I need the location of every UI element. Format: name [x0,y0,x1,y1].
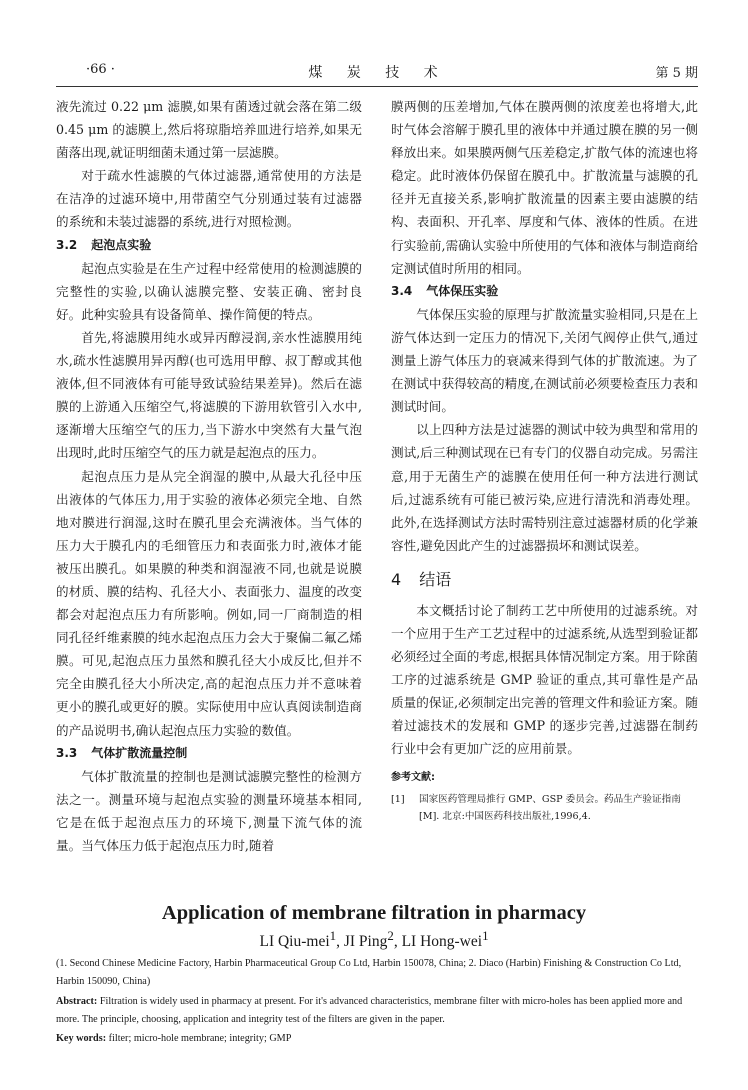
paragraph: 以上四种方法是过滤器的测试中较为典型和常用的测试,后三种测试现在已有专门的仪器自动完成。另需注意,用于无菌生产的滤膜在使用任何一种方法进行测试后,过滤系统有可能已被污染,应进行清洗和消毒处理。此外,在选择测试方法时需特别注意过滤器材质的化学兼容性,避免因此产生的过滤器损坏和测试误差。 [391,422,698,553]
journal-name: 煤 炭 技 术 [308,65,448,81]
page-header [58,62,698,82]
author-affil-mark: 1 [329,928,337,943]
reference-item [391,791,698,825]
paragraph: 对于疏水性滤膜的气体过滤器,通常使用的方法是在洁净的过滤环境中,用带菌空气分别通过装有过滤器的系统和未装过滤器的系统,进行对照检测。 [56,168,362,230]
english-affiliation: (1. Second Chinese Medicine Factory, Harbin Pharmaceutical Group Co Ltd, Harbin 150078, China; 2. Diaco (Harbin) Finishing & Construction Co Ltd, Harbin 150090, China) [56,958,682,987]
left-column [56,95,362,857]
english-keywords [56,1030,698,1048]
section-title: 结语 [419,569,452,589]
author-name: LI Qiu-mei [259,933,330,951]
english-abstract [56,993,698,1029]
paragraph: 本文概括讨论了制药工艺中所使用的过滤系统。对一个应用于生产工艺过程中的过滤系统,从选型到验证都必须经过全面的考虑,根据具体情况制定方案。用于除菌工序的过滤系统是 GMP 验证的重点,其可靠性是产品质量的保证,必须制定出完善的管理文件和验证方案。随着过滤技术的发展和 GMP 的逐步完善,过滤器在制药行业中会有更加广泛的应用前景。 [391,602,698,757]
section-number: 4 [391,569,402,589]
page-number: ·66 · [86,62,115,77]
keywords-label: Key words: [56,1033,107,1044]
paragraph: 起泡点实验是在生产过程中经常使用的检测滤膜的完整性的实验,以确认滤膜完整、安装正确、密封良好。此种实验具有设备简单、操作简便的特点。 [56,260,362,322]
reference-text: 国家医药管理局推行 GMP、GSP 委员会。药品生产验证指南[M]. 北京:中国医药科技出版社,1996,4. [419,793,681,822]
header-rule [56,86,698,87]
section-number: 3.2 [56,237,78,252]
section-heading-3-3 [56,742,362,765]
author-affil-mark: 1 [482,928,489,943]
section-number: 3.4 [391,283,413,298]
paragraph: 首先,将滤膜用纯水或异丙醇浸润,亲水性滤膜用纯水,疏水性滤膜用异丙醇(也可选用甲醇、叔丁醇或其他液体,但不同液体有可能导致试验结果差异)。然后在滤膜的上游通入压缩空气,将滤膜的下游用软管引入水中,逐渐增大压缩空气的压力,当下游水中突然有大量气泡出现时,此时压缩空气的压力就是起泡点的压力。 [56,329,362,461]
section-title: 起泡点实验 [91,237,152,252]
author-affil-mark: 2 [387,928,394,943]
section-heading-3-2 [56,234,362,257]
english-title: Application of membrane filtration in pharmacy [161,902,587,924]
abstract-label: Abstract: [56,996,98,1007]
section-heading-3-4 [391,280,698,303]
author-name: JI Ping [343,933,388,951]
section-title: 气体保压实验 [426,283,499,298]
issue-number: 第 5 期 [655,66,698,81]
abstract-text: Filtration is widely used in pharmacy at present. For it's advanced characteristics, membrane filter with micro-holes has been applied more and more. The principle, choosing, application and integrity test of the filters are given in the paper. [56,996,683,1025]
paragraph: 气体扩散流量的控制也是测试滤膜完整性的检测方法之一。测量环境与起泡点实验的测量环境基本相同,它是在低于起泡点压力的环境下,测量下流气体的流量。当气体压力低于起泡点压力时,随着 [56,768,362,853]
english-authors: LI Qiu-mei$^1$, JI Ping$^2$, LI Hong-wei$^1$ [259,928,489,951]
section-title: 气体扩散流量控制 [91,745,188,760]
paragraph: 起泡点压力是从完全润湿的膜中,从最大孔径中压出液体的气体压力,用于实验的液体必须完全地、自然地对膜进行润湿,这时在膜孔里会充满液体。当气体的压力大于膜孔内的毛细管压力和表面张力时,液体才能被压出膜孔。如果膜的种类和润湿液不同,也就是说膜的材质、膜的结构、孔径大小、表面张力、温度的改变都会对起泡点压力有所影响。例如,同一厂商制造的相同孔径纤维素膜的纯水起泡点压力会大于聚偏二氟乙烯膜。可见,起泡点压力虽然和膜孔径大小成反比,但并不完全由膜孔径大小所决定,高的起泡点压力并不意味着更小的膜孔或更好的膜。实际使用中应认真阅读制造商的产品说明书,确认起泡点压力实验的数值。 [56,468,362,738]
paragraph: 膜两侧的压差增加,气体在膜两侧的浓度差也将增大,此时气体会溶解于膜孔里的液体中并通过膜在膜的另一侧释放出来。如果膜两侧气压差稳定,扩散气体的流速也将稳定。此时液体仍保留在膜孔中。扩散流量与滤膜的孔径并无直接关系,影响扩散流量的因素主要由滤膜的结构、表面积、开孔率、厚度和气体、液体的性质。在进行实验前,需确认实验中所使用的气体和液体与制造商给定测试值时所用的相同。 [391,99,698,276]
paragraph: 气体保压实验的原理与扩散流量实验相同,只是在上游气体达到一定压力的情况下,关闭气阀停止供气,通过测量上游气体压力的衰减来得到气体的扩散流速。为了在测试中获得较高的精度,在测试前必须要检查压力表和测试时间。 [391,306,698,415]
references-heading: 参考文献: [391,771,435,783]
paragraph: 液先流过 0.22 μm 滤膜,如果有菌透过就会落在第二级 0.45 μm 的滤膜上,然后将琼脂培养皿进行培养,如果无菌落出现,就证明细菌未通过第一层滤膜。 [56,99,362,161]
keywords-text: filter; micro-hole membrane; integrity; GMP [108,1033,292,1044]
section-heading-4 [391,563,698,597]
reference-number: [1] [391,793,405,805]
right-column [391,95,698,825]
author-name: LI Hong-wei [401,933,483,951]
section-number: 3.3 [56,745,78,760]
